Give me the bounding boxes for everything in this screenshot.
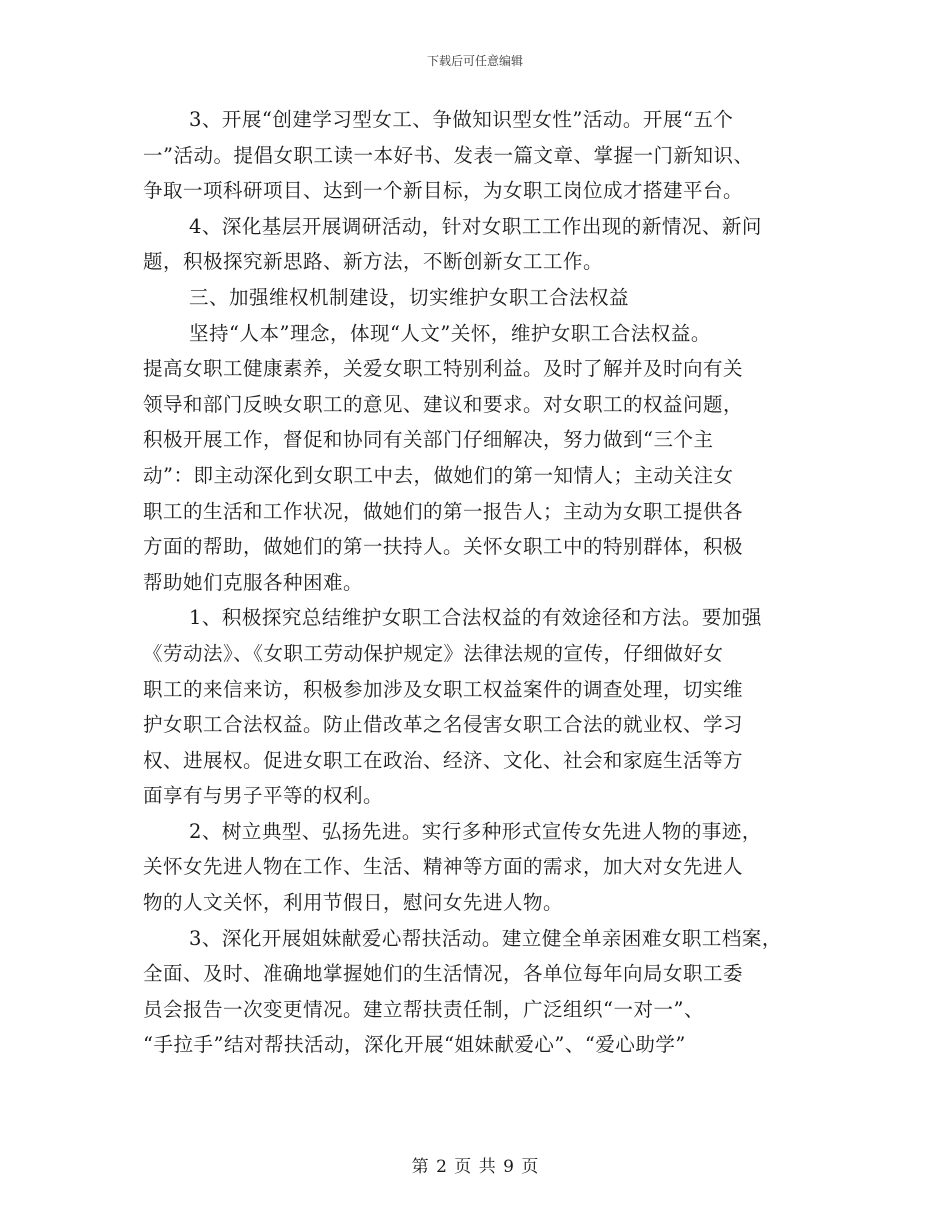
page-header: 下载后可任意编辑 (426, 54, 523, 68)
text-line: 1、积极探究总结维护女职工合法权益的有效途径和方法。要加强 (189, 606, 762, 630)
text-line: 方面的帮助，做她们的第一扶持人。关怀女职工中的特别群体，积极 (143, 535, 744, 559)
text-line: 一”活动。提倡女职工读一本好书、发表一篇文章、掌握一门新知识、 (143, 143, 754, 167)
text-line: 动”：即主动深化到女职工中去，做她们的第一知情人；主动关注女 (143, 463, 734, 487)
text-line: 3、深化开展姐妹献爱心帮扶活动。建立健全单亲困难女职工档案， (189, 926, 782, 950)
text-line: 提高女职工健康素养，关爱女职工特别利益。及时了解并及时向有关 (143, 357, 744, 381)
text-line: “手拉手”结对帮扶活动，深化开展“姐妹献爱心”、“爱心助学” (143, 1033, 686, 1057)
page-footer: 第 2 页 共 9 页 (411, 1157, 539, 1177)
text-line: 职工的生活和工作状况，做她们的第一报告人；主动为女职工提供各 (143, 499, 744, 523)
text-line: 坚持“人本”理念，体现“人文”关怀，维护女职工合法权益。 (189, 321, 711, 345)
text-line: 关怀女先进人物在工作、生活、精神等方面的需求，加大对女先进人 (143, 855, 744, 879)
text-line: 职工的来信来访，积极参加涉及女职工权益案件的调查处理，切实维 (143, 677, 744, 701)
document-body (143, 102, 823, 1063)
text-line: 3、开展“创建学习型女工、争做知识型女性”活动。开展“五个 (189, 108, 734, 131)
text-line: 帮助她们克服各种困难。 (143, 570, 364, 594)
text-line: 题，积极探究新思路、新方法，不断创新女工工作。 (143, 250, 604, 274)
text-line: 领导和部门反映女职工的意见、建议和要求。对女职工的权益问题， (143, 392, 744, 416)
text-line: 积极开展工作，督促和协同有关部门仔细解决，努力做到“三个主 (143, 428, 714, 452)
text-line: 《劳动法》、《女职工劳动保护规定》法律法规的宣传，仔细做好女 (143, 641, 724, 665)
text-line: 权、进展权。促进女职工在政治、经济、文化、社会和家庭生活等方 (143, 748, 744, 772)
text-line: 员会报告一次变更情况。建立帮扶责任制，广泛组织“一对一”、 (143, 997, 704, 1021)
text-line: 护女职工合法权益。防止借改革之名侵害女职工合法的就业权、学习 (143, 713, 744, 737)
text-line: 4、深化基层开展调研活动，针对女职工工作出现的新情况、新问 (189, 214, 762, 238)
text-line: 三、加强维权机制建设，切实维护女职工合法权益 (189, 285, 630, 309)
text-line: 2、树立典型、弘扬先进。实行多种形式宣传女先进人物的事迹， (189, 819, 762, 843)
text-line: 面享有与男子平等的权利。 (143, 784, 384, 808)
text-line: 争取一项科研项目、达到一个新目标，为女职工岗位成才搭建平台。 (143, 179, 744, 203)
text-line: 物的人文关怀，利用节假日，慰问女先进人物。 (143, 891, 564, 915)
text-line: 全面、及时、准确地掌握她们的生活情况，各单位每年向局女职工委 (143, 962, 744, 986)
